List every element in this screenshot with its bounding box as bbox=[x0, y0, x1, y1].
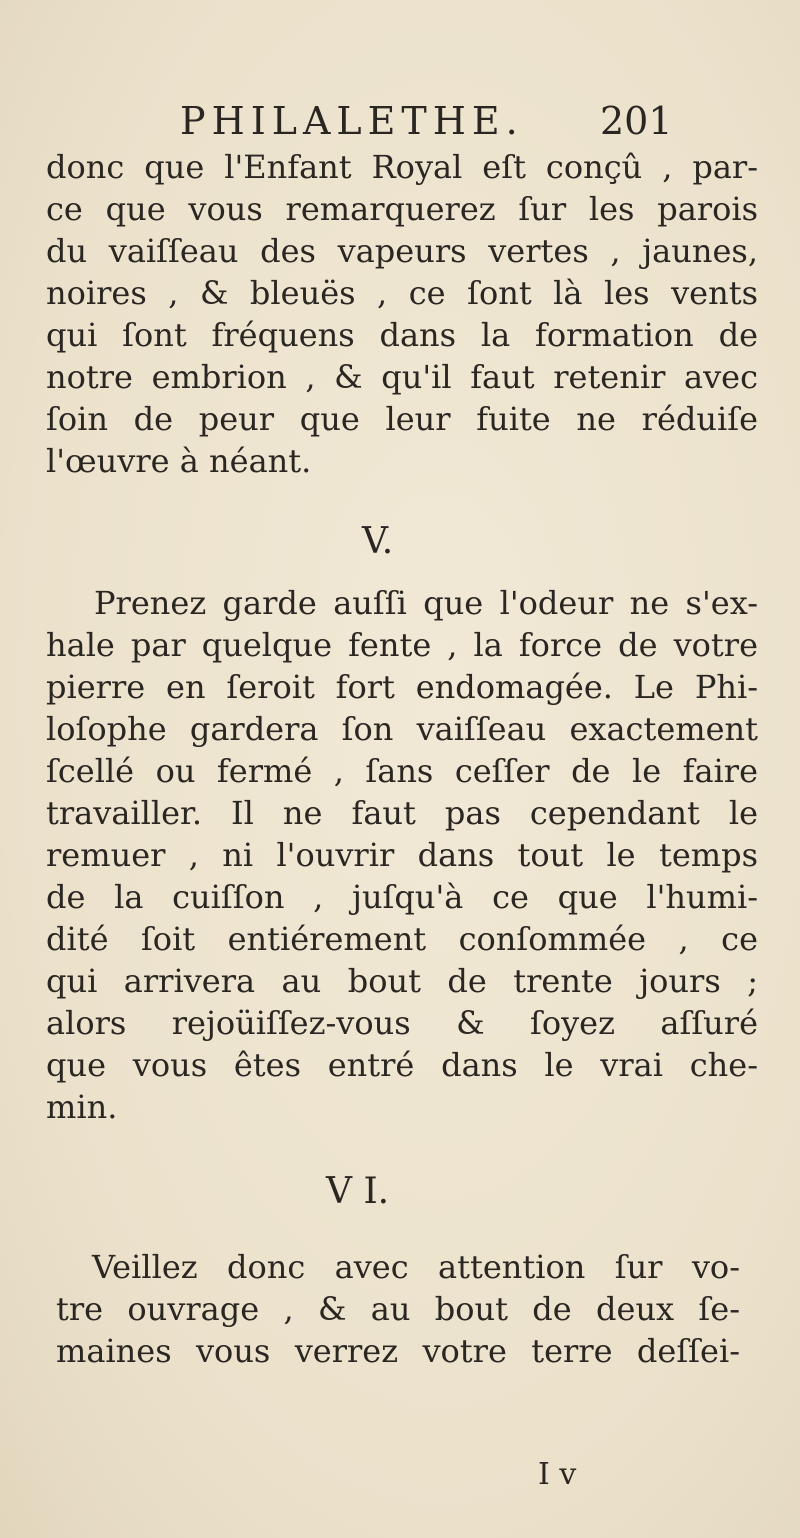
text-line: Prenez garde auſſi que l'odeur ne s'ex- bbox=[94, 584, 758, 622]
page-number: 201 bbox=[600, 99, 673, 143]
text-line: hale par quelque fente , la force de votre bbox=[46, 626, 758, 664]
text-line: remuer , ni l'ouvrir dans tout le temps bbox=[46, 836, 758, 874]
text-line: noires , & bleuës , ce ſont là les vents bbox=[46, 274, 758, 312]
text-line: ſoin de peur que leur fuite ne réduiſe bbox=[46, 400, 758, 438]
text-line: Veillez donc avec attention ſur vo- bbox=[92, 1248, 740, 1286]
text-line: notre embrion , & qu'il faut retenir avec bbox=[46, 358, 758, 396]
text-line: maines vous verrez votre terre deſſei- bbox=[56, 1332, 740, 1370]
section-heading-v: V. bbox=[362, 521, 394, 562]
section-heading-vi: V I. bbox=[326, 1171, 390, 1212]
text-line: tre ouvrage , & au bout de deux ſe- bbox=[56, 1290, 740, 1328]
text-line: pierre en ſeroit fort endomagée. Le Phi- bbox=[46, 668, 758, 706]
running-title: PHILALETHE. bbox=[180, 99, 524, 143]
text-line: ce que vous remarquerez ſur les parois bbox=[46, 190, 758, 228]
text-line: qui ſont fréquens dans la formation de bbox=[46, 316, 758, 354]
text-line: loſophe gardera ſon vaiſſeau exactement bbox=[46, 710, 758, 748]
text-line: ſcellé ou fermé , ſans ceſſer de le faire bbox=[46, 752, 758, 790]
text-line: que vous êtes entré dans le vrai che- bbox=[46, 1046, 758, 1084]
text-line: travailler. Il ne faut pas cependant le bbox=[46, 794, 758, 832]
text-line: du vaiſſeau des vapeurs vertes , jaunes, bbox=[46, 232, 758, 270]
text-line: min. bbox=[46, 1088, 118, 1126]
text-line: l'œuvre à néant. bbox=[46, 442, 312, 480]
text-line: qui arrivera au bout de trente jours ; bbox=[46, 962, 758, 1000]
text-line: alors rejoüiſſez-vous & ſoyez aſſuré bbox=[46, 1004, 758, 1042]
text-line: dité ſoit entiérement conſommée , ce bbox=[46, 920, 758, 958]
signature-mark: I v bbox=[538, 1457, 577, 1492]
text-line: de la cuiſſon , juſqu'à ce que l'humi- bbox=[46, 878, 758, 916]
text-line: donc que l'Enfant Royal eſt conçû , par- bbox=[46, 148, 758, 186]
